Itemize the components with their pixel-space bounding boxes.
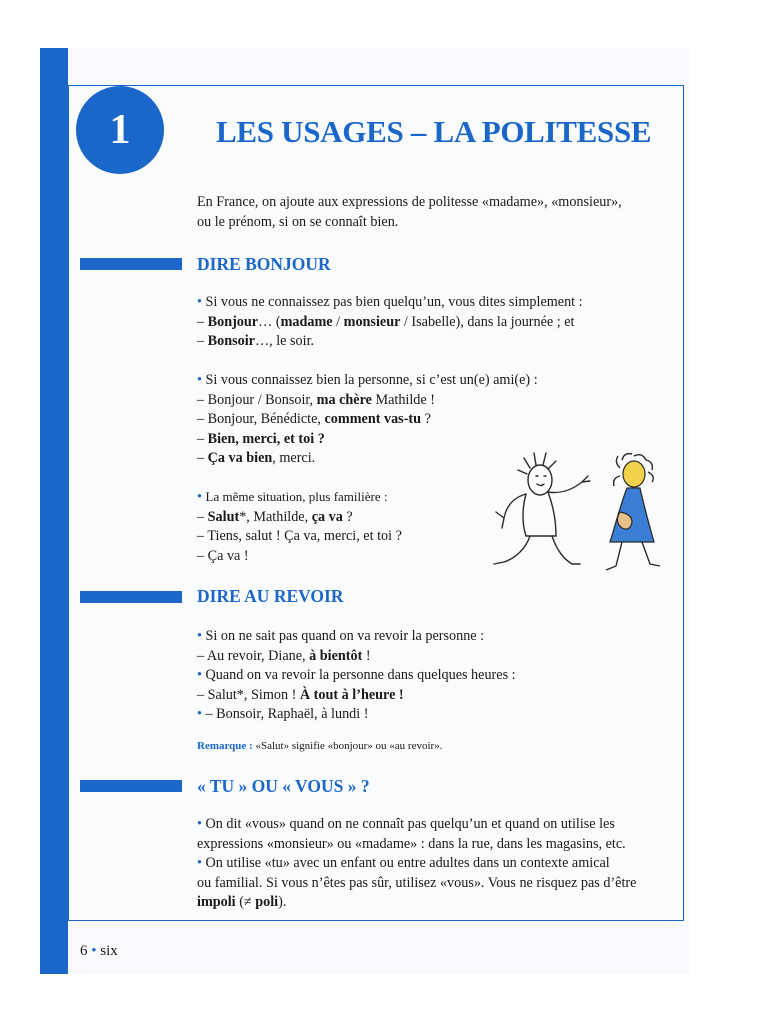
bonjour-block-1 <box>197 293 583 352</box>
bullet-icon: • <box>91 943 97 959</box>
dialogue-line: – Salut*, Mathilde, ça va ? <box>197 508 353 525</box>
bullet-icon: • <box>197 667 202 683</box>
girl-figure <box>606 454 660 570</box>
dialogue-line: – Bien, merci, et toi ? <box>197 430 325 447</box>
dialogue-line: – Bonsoir…, le soir. <box>197 333 315 349</box>
chapter-number-badge <box>76 86 164 174</box>
page-title: LES USAGES – LA POLITESSE <box>216 114 652 149</box>
bullet-line: • On dit «vous» quand on ne connaît pas quelqu’un et quand on utilise les <box>197 816 615 832</box>
dialogue-line: – Tiens, salut ! Ça va, merci, et toi ? <box>197 528 402 544</box>
intro-line: ou le prénom, si on se connaît bien. <box>197 213 399 230</box>
intro-line: En France, on ajoute aux expressions de politesse «madame», «monsieur», <box>197 194 622 210</box>
bullet-icon: • <box>197 816 202 832</box>
page-number: 6 <box>80 943 88 959</box>
bullet-line: • La même situation, plus familière : <box>197 489 388 505</box>
section-bar-bonjour <box>80 258 182 270</box>
remark-label: Remarque : <box>197 740 253 752</box>
bullet-line: • On utilise «tu» avec un enfant ou entre adultes dans un contexte amical <box>197 855 610 871</box>
section-title-bonjour: DIRE BONJOUR <box>197 254 331 274</box>
dialogue-line: – Au revoir, Diane, à bientôt ! <box>197 647 371 664</box>
bullet-line: • Si vous connaissez bien la personne, si c’est un(e) ami(e) : <box>197 372 538 388</box>
paragraph-line: impoli (≠ poli). <box>197 894 287 910</box>
bullet-icon: • <box>197 294 202 310</box>
intro-paragraph <box>197 193 622 232</box>
section-bar-tuvous <box>80 780 182 792</box>
bullet-icon: • <box>197 489 202 505</box>
chapter-number: 1 <box>109 107 131 153</box>
remark-note <box>197 737 442 757</box>
dialogue-line: – Bonjour… (madame / monsieur / Isabelle), dans la journée ; et <box>197 313 575 330</box>
bullet-line: • – Bonsoir, Raphaël, à lundi ! <box>197 706 369 722</box>
remark-text: «Salut» signifie «bonjour» ou «au revoir». <box>252 740 443 752</box>
bullet-icon: • <box>197 855 202 871</box>
paragraph-line: expressions «monsieur» ou «madame» : dans la rue, dans les magasins, etc. <box>197 835 626 852</box>
greeting-illustration <box>482 446 682 576</box>
page-number-word: six <box>100 943 118 959</box>
tuvous-block <box>197 815 636 913</box>
dialogue-line: – Salut*, Simon ! À tout à l’heure ! <box>197 686 404 703</box>
bullet-icon: • <box>197 372 202 388</box>
section-bar-revoir <box>80 591 182 603</box>
bullet-line: • Si vous ne connaissez pas bien quelqu’un, vous dites simplement : <box>197 294 583 310</box>
bonjour-block-3 <box>197 487 402 566</box>
dialogue-line: – Bonjour, Bénédicte, comment vas-tu ? <box>197 411 431 427</box>
bullet-line: • Quand on va revoir la personne dans quelques heures : <box>197 667 516 683</box>
page-footer <box>80 943 118 960</box>
bullet-icon: • <box>197 706 202 722</box>
section-title-tuvous: « TU » OU « VOUS » ? <box>197 776 370 796</box>
dialogue-line: – Ça va bien, merci. <box>197 450 316 466</box>
paragraph-line: ou familial. Si vous n’êtes pas sûr, utilisez «vous». Vous ne risquez pas d’être <box>197 874 637 891</box>
side-bar <box>40 48 68 974</box>
section-title-revoir: DIRE AU REVOIR <box>197 586 344 606</box>
dialogue-line: – Bonjour / Bonsoir, ma chère Mathilde ! <box>197 391 435 408</box>
bullet-line: • Si on ne sait pas quand on va revoir la personne : <box>197 628 485 644</box>
revoir-block <box>197 627 516 725</box>
bullet-icon: • <box>197 628 202 644</box>
dialogue-line: – Ça va ! <box>197 547 249 564</box>
